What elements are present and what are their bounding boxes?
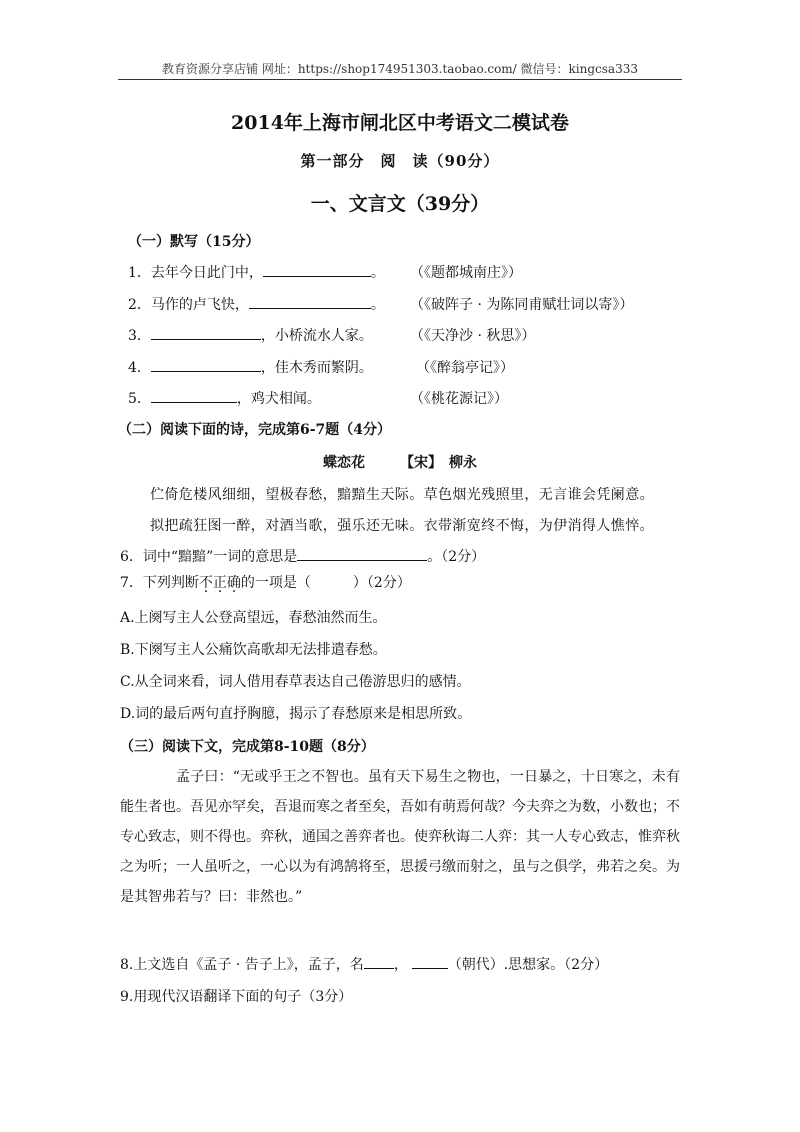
dictation-source-1: （《题都城南庄》） [410,265,522,281]
question-9: 9.用现代汉语翻译下面的句子（3分） [120,989,353,1005]
dictation-source-4: （《醉翁亭记》） [416,360,514,376]
dictation-item-3: 3． ，小桥流水人家。 [128,325,373,345]
dictation-source-5: （《桃花源记》） [410,391,508,407]
poem-line-2: 拟把疏狂图一醉，对酒当歌，强乐还无味。衣带渐宽终不悔，为伊消得人憔悴。 [150,518,654,534]
dictation-source-3: （《天净沙 · 秋思》） [410,328,536,344]
prose-passage: 孟子曰：“无或乎王之不智也。虽有天下易生之物也，一日暴之，十日寒之，未有能生者也。吾见亦罕矣，吾退而寒之者至矣，吾如有萌焉何哉？今夫弈之为数，小数也；不专心致志，则不得也。弈秋，通国之善弈者也。使弈秋诲二人弈：其一人专心致志，惟弈秋之为听；一人虽听之，一心以为有鸿鹄将至，思援弓缴而射之，虽与之俱学，弗若之矣。为是其智弗若与？曰：非然也。” [120,769,680,905]
dictation-item-1: 1．去年今日此门中， 。 [128,262,385,282]
subsection-heading-prose: （三）阅读下文，完成第8-10题（8分） [120,739,375,755]
page-header: 教育资源分享店铺 网址：https://shop174951303.taobao.com/ 微信号：kingcsa333 [162,62,638,76]
emphasis-char: 确 [226,575,241,591]
answer-blank[interactable] [412,954,448,969]
answer-blank[interactable] [263,262,371,277]
dictation-item-5: 5． ，鸡犬相闻。 [128,388,321,408]
option-a: A.上阕写主人公登高望远，春愁油然而生。 [120,610,387,626]
poem-title: 蝶恋花 【宋】 柳永 [323,455,477,471]
dictation-source-2: （《破阵子 · 为陈同甫赋壮词以寄》） [410,297,634,313]
option-b: B.下阕写主人公痛饮高歌却无法排遣春愁。 [120,642,387,658]
subsection-heading-dictation: （一）默写（15分） [128,234,260,250]
answer-blank[interactable] [151,325,261,340]
question-8: 8.上文选自《孟子 · 告子上》，孟子，名 ， （朝代）.思想家。（2分） [120,954,608,974]
answer-blank[interactable] [297,546,427,561]
answer-blank[interactable] [151,357,261,372]
header-divider [118,79,682,80]
option-d: D.词的最后两句直抒胸臆，揭示了春愁原来是相思所致。 [120,706,472,722]
exam-title: 2014年上海市闸北区中考语文二模试卷 [231,112,569,134]
section-heading: 一、文言文（39分） [310,193,490,215]
subsection-heading-poem: （二）阅读下面的诗，完成第6-7题（4分） [118,422,392,438]
question-7: 7．下列判断不正确的一项是（ ）（2分） [120,575,411,591]
answer-blank[interactable] [151,388,237,403]
option-c: C.从全词来看，词人借用春草表达自己倦游思归的感情。 [120,674,471,690]
answer-blank[interactable] [364,954,394,969]
dictation-item-4: 4． ，佳木秀而繁阴。 [128,357,373,377]
emphasis-char: 正 [212,575,227,591]
poem-line-1: 伫倚危楼风细细，望极春愁，黯黯生天际。草色烟光残照里，无言谁会凭阑意。 [150,487,654,503]
dictation-item-2: 2．马作的卢飞快， 。 [128,294,385,314]
part-heading: 第一部分 阅 读（90分） [300,152,500,170]
question-6: 6．词中“黯黯”一词的意思是 。（2分） [120,546,485,566]
emphasis-char: 不 [198,575,213,591]
answer-blank[interactable] [249,294,371,309]
